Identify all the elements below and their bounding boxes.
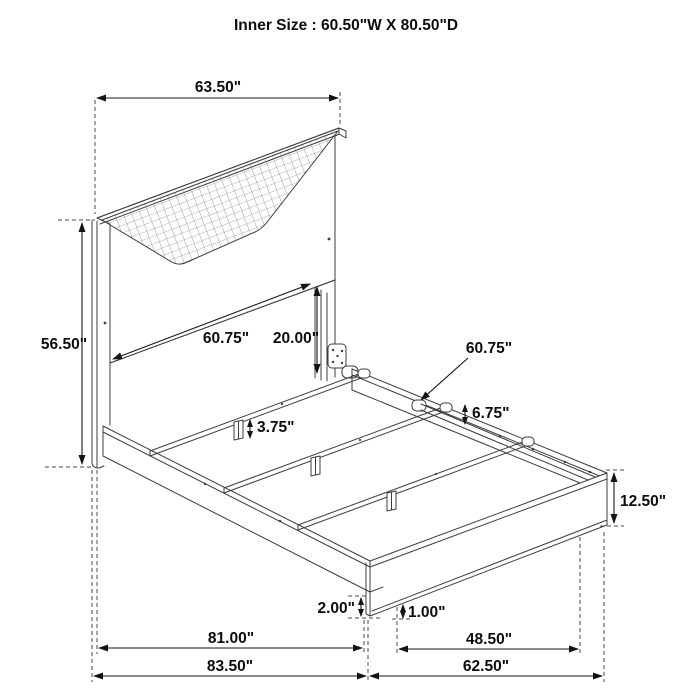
dim-label: 2.00": [317, 600, 355, 617]
dim-label: 56.50": [40, 336, 88, 353]
headboard-left-leg: [92, 220, 104, 468]
bed-frame: [103, 366, 607, 616]
mattress-slats: [150, 369, 534, 530]
extension-lines: [92, 470, 604, 682]
screw-hole: [104, 322, 107, 325]
dim-label: 12.50": [620, 493, 667, 510]
dim-inner-length: [99, 630, 362, 648]
dim-rail-floor-gap: [392, 604, 446, 621]
headboard: [92, 128, 346, 468]
dim-slat-leg-height: [250, 419, 295, 438]
dim-footboard-height: [600, 470, 666, 526]
dim-overall-length: [94, 658, 366, 676]
dim-slat-length: [421, 340, 512, 400]
dim-label: 81.00": [207, 630, 255, 647]
rail-bracket: [328, 344, 346, 368]
dim-label: 62.50": [462, 658, 510, 675]
slat: [150, 369, 370, 456]
dim-label: 60.75": [465, 340, 513, 357]
dim-label: 6.75": [472, 405, 510, 422]
dim-side-rail-height: [465, 405, 510, 424]
headboard-top-cap: [339, 128, 346, 138]
dim-footboard-inner-width: [399, 631, 578, 649]
diagram-title: Inner Size : 60.50"W X 80.50"D: [233, 17, 459, 34]
dim-label: 60.75": [202, 330, 250, 347]
dim-label: 20.00": [272, 330, 320, 347]
dim-label: 3.75": [257, 419, 295, 436]
dim-label: 83.50": [206, 658, 254, 675]
footboard: [366, 473, 607, 616]
dim-headboard-height: [41, 220, 95, 467]
dim-footboard-width: [370, 658, 602, 676]
dim-label: 48.50": [465, 631, 513, 648]
dim-label: 63.50": [194, 79, 242, 96]
screw-hole: [328, 238, 331, 241]
dim-label: 1.00": [408, 604, 446, 621]
side-rail-front: [103, 426, 370, 592]
